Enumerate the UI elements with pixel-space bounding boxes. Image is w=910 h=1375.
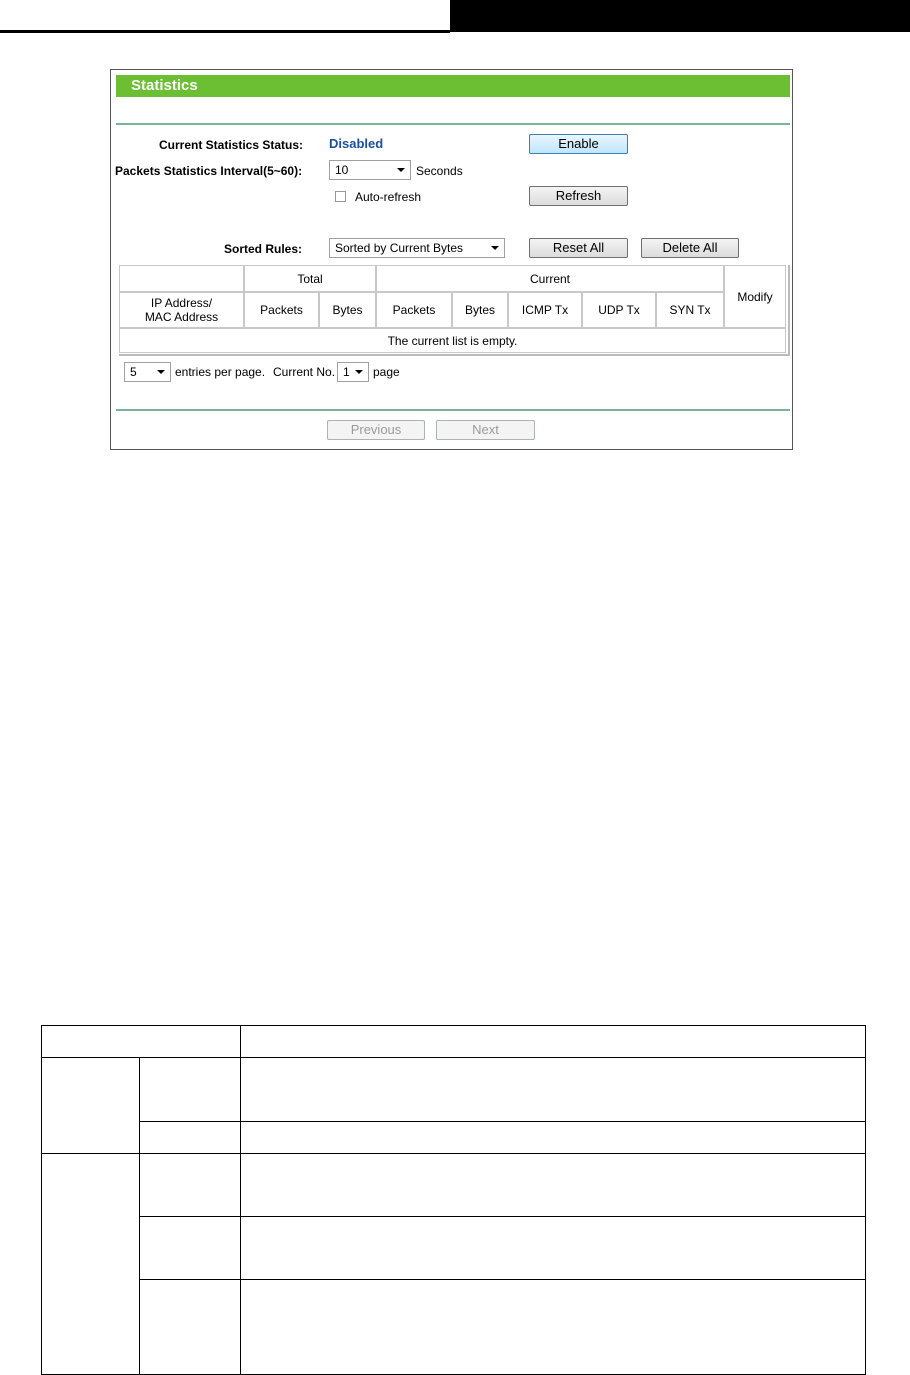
col-icmp-tx: ICMP Tx [508, 292, 582, 328]
table-cell [139, 1122, 240, 1154]
top-divider [116, 123, 790, 125]
sorted-rules-select[interactable] [329, 238, 505, 258]
interval-value: 10 [335, 163, 349, 177]
table-cell [139, 1217, 240, 1280]
next-button[interactable]: Next [436, 420, 535, 440]
col-total-bytes: Bytes [319, 292, 376, 328]
entries-value: 5 [130, 365, 137, 379]
statistics-table [119, 265, 790, 356]
table-cell [240, 1058, 865, 1122]
table-cell [139, 1154, 240, 1217]
bottom-divider [116, 409, 790, 411]
col-modify: Modify [724, 265, 786, 328]
description-table [41, 1025, 866, 1375]
table-cell [42, 1154, 140, 1375]
entries-label: entries per page. [175, 365, 266, 379]
col-current-packets: Packets [376, 292, 452, 328]
page-number-select[interactable] [337, 362, 369, 382]
table-cell [240, 1154, 865, 1217]
col-current-bytes: Bytes [452, 292, 508, 328]
interval-label: Packets Statistics Interval(5~60): [115, 164, 303, 178]
col-ip-label: IP Address/ [150, 296, 213, 310]
autorefresh-checkbox[interactable] [335, 191, 346, 202]
entries-per-page-select[interactable] [124, 362, 171, 382]
current-no-label: Current No. [273, 365, 336, 379]
status-value: Disabled [329, 136, 384, 151]
page-value: 1 [343, 365, 350, 379]
table-cell [42, 1026, 241, 1058]
col-udp-tx: UDP Tx [582, 292, 656, 328]
table-cell [240, 1122, 865, 1154]
statistics-panel [110, 69, 793, 450]
chevron-down-icon [491, 246, 499, 250]
header-rule [0, 30, 450, 33]
previous-button[interactable]: Previous [327, 420, 425, 440]
chevron-down-icon [355, 370, 363, 374]
table-shadow-edge [119, 265, 790, 356]
chevron-down-icon [157, 370, 165, 374]
table-cell [139, 1280, 240, 1375]
table-cell [240, 1280, 865, 1375]
group-header-current: Current [376, 265, 724, 292]
empty-list-message: The current list is empty. [119, 328, 786, 353]
status-label: Current Statistics Status: [159, 138, 304, 152]
table-cell [240, 1217, 865, 1280]
refresh-button[interactable]: Refresh [529, 186, 628, 206]
delete-all-button[interactable]: Delete All [641, 238, 739, 258]
reset-all-button[interactable]: Reset All [529, 238, 628, 258]
table-row [42, 1058, 866, 1122]
chevron-down-icon [397, 168, 405, 172]
table-cell [42, 1058, 140, 1154]
table-row [42, 1122, 866, 1154]
page-label: page [373, 365, 400, 379]
table-row [42, 1154, 866, 1217]
header-black-band [450, 0, 910, 32]
interval-select[interactable] [329, 160, 411, 180]
table-row [42, 1217, 866, 1280]
table-row [42, 1026, 866, 1058]
autorefresh-label: Auto-refresh [355, 190, 422, 204]
table-row [42, 1280, 866, 1375]
sorted-rules-label: Sorted Rules: [224, 242, 303, 256]
col-syn-tx: SYN Tx [656, 292, 724, 328]
panel-title: Statistics [116, 75, 790, 97]
col-mac-label: MAC Address [144, 310, 219, 324]
sorted-rules-value: Sorted by Current Bytes [335, 241, 464, 255]
table-cell [139, 1058, 240, 1122]
seconds-label: Seconds [416, 164, 463, 178]
enable-button[interactable]: Enable [529, 134, 628, 154]
group-header-total: Total [244, 265, 376, 292]
table-cell [240, 1026, 865, 1058]
col-total-packets: Packets [244, 292, 319, 328]
